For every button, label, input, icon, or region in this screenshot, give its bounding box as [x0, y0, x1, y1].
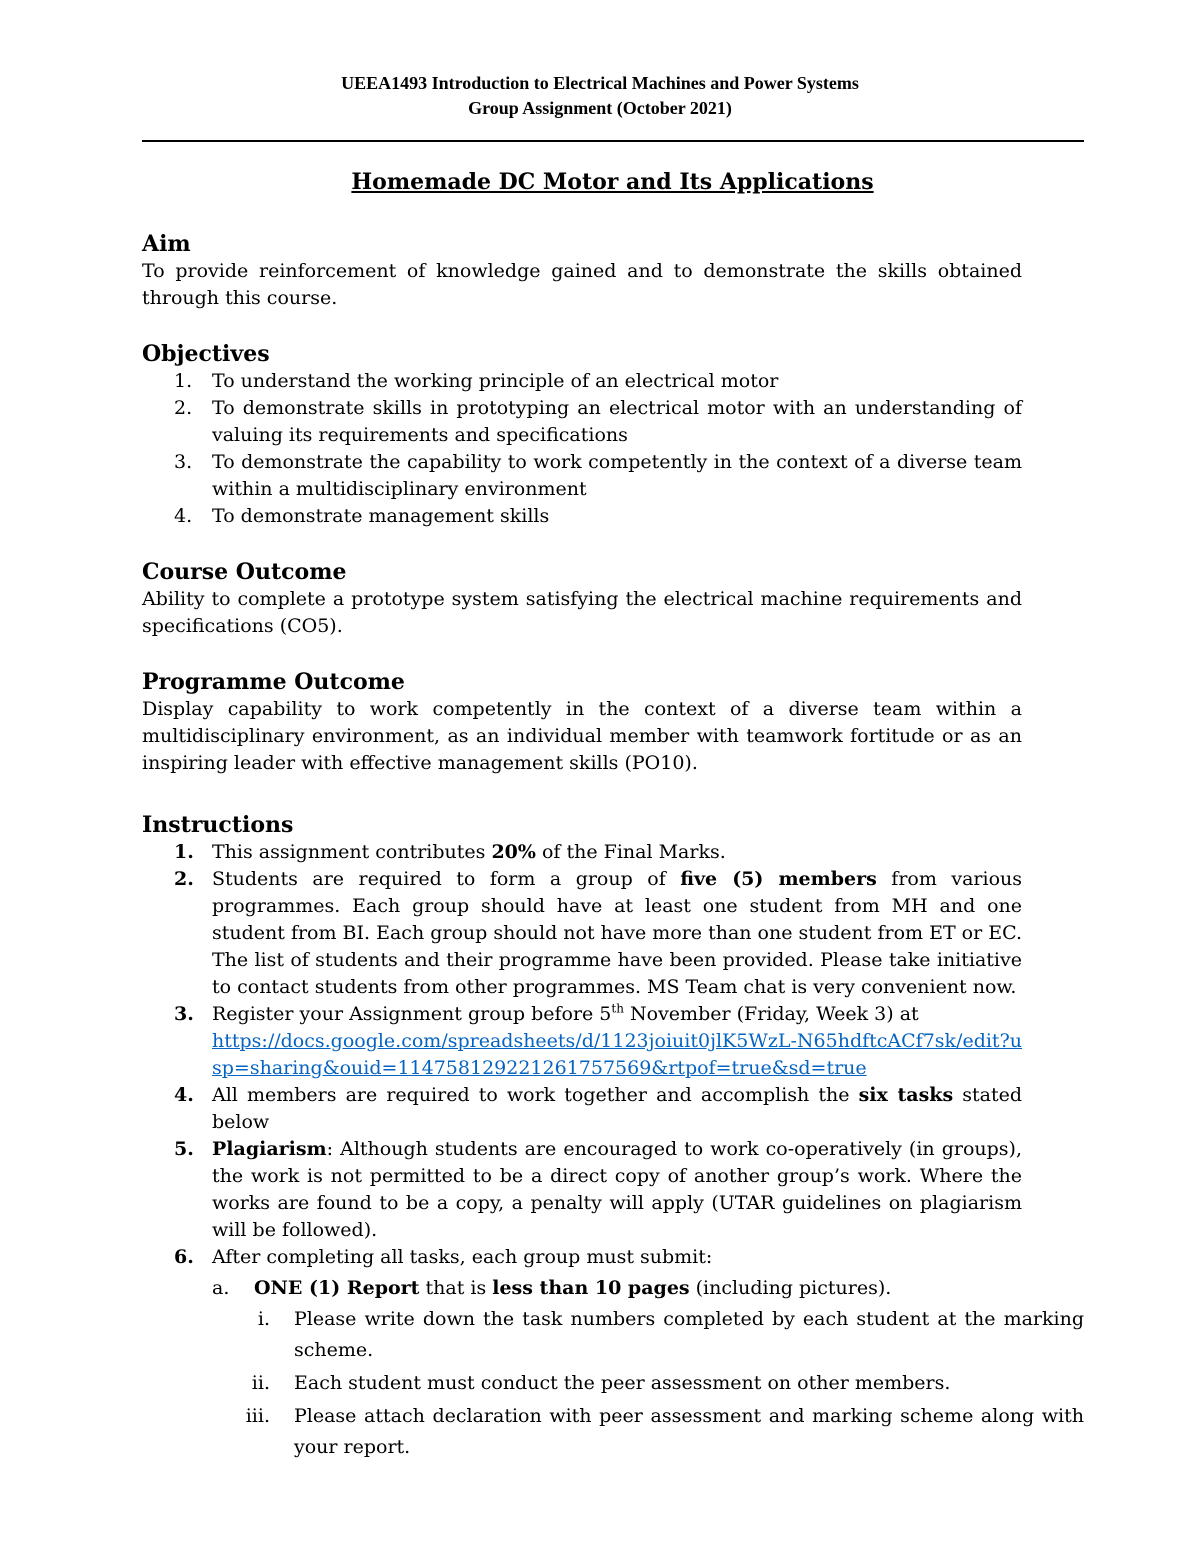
item-text: of the Final Marks. — [535, 841, 726, 863]
item-number: a. — [212, 1277, 230, 1299]
document-body — [142, 230, 1084, 1463]
item-emphasis: five (5) members — [680, 868, 877, 890]
item-number: iii. — [245, 1405, 270, 1427]
list-item — [142, 395, 1022, 449]
item-text: After completing all tasks, each group must submit: — [212, 1246, 713, 1268]
header-divider — [142, 140, 1084, 142]
course-outcome-text: Ability to complete a prototype system satisfying the electrical machine requirements and specifications (CO5). — [142, 588, 1022, 637]
objectives-list — [142, 368, 1022, 530]
item-text: (including pictures). — [689, 1277, 892, 1299]
item-text: that is — [419, 1277, 493, 1299]
aim-section — [142, 230, 1022, 312]
course-outcome-section — [142, 558, 1022, 640]
item-text: To demonstrate the capability to work competently in the context of a diverse team within a multidisciplinary environment — [212, 451, 1022, 500]
item-number: 6. — [174, 1246, 194, 1268]
item-text: To understand the working principle of an electrical motor — [212, 370, 779, 392]
submission-item-a — [142, 1275, 1022, 1302]
programme-outcome-heading: Programme Outcome — [142, 669, 405, 695]
ordinal-suffix: th — [611, 1001, 624, 1016]
item-emphasis: Plagiarism — [212, 1138, 327, 1160]
item-text: To demonstrate skills in prototyping an electrical motor with an understanding of valuing its requirements and specifications — [212, 397, 1022, 446]
programme-outcome-section — [142, 668, 1022, 777]
registration-link[interactable]: https://docs.google.com/spreadsheets/d/1123joiuit0jlK5WzL-N65hdftcACf7sk/edit?usp=sharing&ouid=114758129221261757569&rtpof=true&sd=true — [212, 1030, 1022, 1079]
item-text: : Although students are encouraged to work co-operatively (in groups), the work is not permitted to be a direct copy of another group’s work. Where the works are found to be a copy, a penalty will apply (UTAR guidelines on plagiarism will be followed). — [212, 1138, 1022, 1241]
assignment-header: Group Assignment (October 2021) — [468, 98, 732, 118]
item-text: To demonstrate management skills — [212, 505, 550, 527]
instructions-heading: Instructions — [142, 812, 294, 838]
list-item — [142, 839, 1022, 866]
item-emphasis: ONE (1) Report — [254, 1277, 420, 1299]
item-number: 4. — [174, 505, 193, 527]
item-text: Please write down the task numbers completed by each student at the marking scheme. — [294, 1308, 1084, 1361]
list-item — [142, 866, 1022, 1001]
submission-subitem — [142, 1368, 1084, 1399]
instructions-section — [142, 811, 1084, 1463]
item-text: All members are required to work together and accomplish the — [212, 1084, 859, 1106]
list-item — [142, 368, 1022, 395]
item-number: ii. — [251, 1372, 270, 1394]
item-number: 3. — [174, 451, 193, 473]
list-item — [142, 1136, 1022, 1244]
item-number: 1. — [174, 370, 193, 392]
objectives-heading: Objectives — [142, 341, 270, 367]
item-text: stated below — [212, 1084, 1022, 1133]
item-text: November (Friday, Week 3) at — [623, 1003, 919, 1025]
item-number: 5. — [174, 1138, 194, 1160]
course-header: UEEA1493 Introduction to Electrical Machines and Power Systems — [341, 73, 859, 93]
item-number: i. — [257, 1308, 270, 1330]
item-text: from various programmes. Each group should have at least one student from MH and one student from BI. Each group should not have more than one student from ET or EC. The list of students and their programme have been provided. Please take initiative to contact students from other programmes. MS Team chat is very convenient now. — [212, 868, 1022, 998]
list-item — [142, 1001, 1022, 1082]
list-item — [142, 1082, 1022, 1136]
list-item — [142, 449, 1022, 503]
item-emphasis: six tasks — [858, 1084, 954, 1106]
item-number: 2. — [174, 397, 193, 419]
item-text: Register your Assignment group before 5 — [212, 1003, 612, 1025]
submission-subitem — [142, 1401, 1084, 1463]
item-emphasis: 20% — [491, 841, 536, 863]
item-text: This assignment contributes — [212, 841, 492, 863]
list-item — [142, 503, 1022, 530]
objectives-section — [142, 340, 1022, 530]
instructions-list — [142, 839, 1022, 1271]
list-item — [142, 1244, 1022, 1271]
document-title: Homemade DC Motor and Its Applications — [351, 169, 874, 195]
item-number: 2. — [174, 868, 194, 890]
submission-subitem — [142, 1304, 1084, 1366]
item-number: 3. — [174, 1003, 194, 1025]
item-number: 1. — [174, 841, 194, 863]
programme-outcome-text: Display capability to work competently in the context of a diverse team within a multidisciplinary environment, as an individual member with teamwork fortitude or as an inspiring leader with effective management skills (PO10). — [142, 698, 1022, 774]
item-number: 4. — [174, 1084, 194, 1106]
item-text: Please attach declaration with peer assessment and marking scheme along with your report. — [294, 1405, 1084, 1458]
course-outcome-heading: Course Outcome — [142, 559, 347, 585]
aim-text: To provide reinforcement of knowledge gained and to demonstrate the skills obtained through this course. — [142, 260, 1022, 309]
aim-heading: Aim — [142, 231, 191, 257]
item-emphasis: less than 10 pages — [492, 1277, 690, 1299]
item-text: Each student must conduct the peer assessment on other members. — [294, 1372, 951, 1394]
item-text: Students are required to form a group of — [212, 868, 681, 890]
